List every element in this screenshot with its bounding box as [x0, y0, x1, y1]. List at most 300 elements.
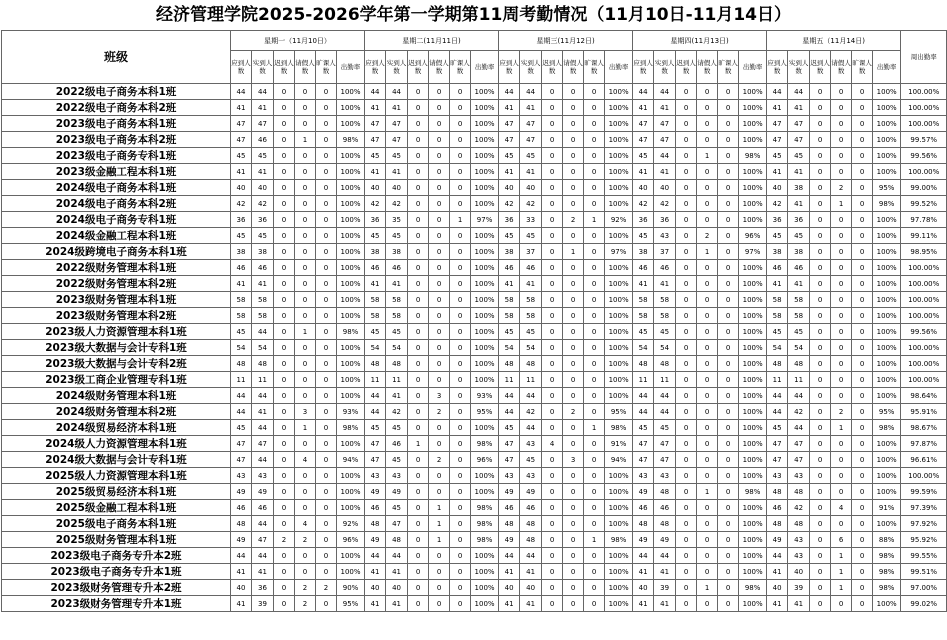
daily-rate-cell: 98%	[337, 132, 365, 148]
count-cell: 0	[316, 148, 337, 164]
count-cell: 43	[520, 436, 542, 452]
table-row	[2, 212, 947, 228]
daily-rate-cell: 92%	[605, 212, 633, 228]
count-cell: 0	[429, 164, 450, 180]
count-cell: 0	[316, 356, 337, 372]
count-cell: 0	[584, 276, 605, 292]
count-cell: 0	[563, 276, 584, 292]
count-cell: 58	[386, 292, 408, 308]
attendance-table	[1, 30, 947, 612]
count-cell: 0	[697, 500, 718, 516]
count-cell: 0	[852, 372, 873, 388]
daily-rate-cell: 100%	[739, 596, 767, 612]
count-cell: 0	[450, 452, 471, 468]
daily-rate-cell: 100%	[605, 164, 633, 180]
count-cell: 0	[831, 164, 852, 180]
page-title: 经济管理学院2025-2026学年第一学期第11周考勤情况（11月10日-11月14日）	[155, 5, 792, 25]
daily-rate-cell: 98%	[739, 148, 767, 164]
table-row	[2, 564, 947, 580]
count-cell: 0	[810, 164, 831, 180]
count-cell: 0	[450, 244, 471, 260]
count-cell: 47	[520, 116, 542, 132]
count-cell: 0	[295, 340, 316, 356]
daily-rate-cell: 100%	[471, 548, 499, 564]
count-cell: 36	[365, 212, 386, 228]
count-cell: 54	[654, 340, 676, 356]
daily-rate-cell: 100%	[471, 356, 499, 372]
count-cell: 0	[429, 148, 450, 164]
count-cell: 0	[274, 452, 295, 468]
table-row	[2, 292, 947, 308]
count-cell: 45	[365, 420, 386, 436]
sub-column-header: 应到人数	[767, 51, 788, 84]
count-cell: 0	[316, 244, 337, 260]
count-cell: 44	[767, 84, 788, 100]
count-cell: 0	[831, 132, 852, 148]
count-cell: 0	[450, 404, 471, 420]
count-cell: 44	[520, 84, 542, 100]
count-cell: 46	[252, 260, 274, 276]
count-cell: 0	[852, 164, 873, 180]
count-cell: 43	[767, 468, 788, 484]
count-cell: 0	[316, 516, 337, 532]
count-cell: 38	[767, 244, 788, 260]
sub-column-header: 请假人数	[831, 51, 852, 84]
count-cell: 48	[788, 484, 810, 500]
count-cell: 2	[295, 580, 316, 596]
count-cell: 0	[810, 500, 831, 516]
count-cell: 4	[831, 500, 852, 516]
week-rate-cell: 100.00%	[901, 356, 947, 372]
count-cell: 0	[429, 180, 450, 196]
class-name-cell: 2025级财务管理本科1班	[2, 532, 231, 548]
class-name-cell: 2024级人力资源管理本科1班	[2, 436, 231, 452]
count-cell: 0	[852, 84, 873, 100]
count-cell: 41	[520, 100, 542, 116]
daily-rate-cell: 100%	[337, 468, 365, 484]
daily-rate-cell: 98%	[471, 500, 499, 516]
sub-column-header: 应到人数	[499, 51, 520, 84]
count-cell: 0	[450, 372, 471, 388]
table-row	[2, 436, 947, 452]
count-cell: 1	[295, 132, 316, 148]
count-cell: 48	[365, 356, 386, 372]
count-cell: 58	[520, 292, 542, 308]
count-cell: 41	[231, 276, 252, 292]
daily-rate-cell: 100%	[471, 308, 499, 324]
count-cell: 0	[697, 180, 718, 196]
count-cell: 0	[542, 244, 563, 260]
daily-rate-cell: 100%	[337, 548, 365, 564]
week-rate-cell: 100.00%	[901, 468, 947, 484]
count-cell: 0	[429, 196, 450, 212]
count-cell: 0	[316, 484, 337, 500]
count-cell: 3	[295, 404, 316, 420]
count-cell: 0	[542, 532, 563, 548]
count-cell: 0	[676, 308, 697, 324]
count-cell: 0	[810, 244, 831, 260]
count-cell: 0	[676, 260, 697, 276]
count-cell: 49	[654, 532, 676, 548]
daily-rate-cell: 100%	[605, 148, 633, 164]
count-cell: 58	[654, 292, 676, 308]
count-cell: 0	[408, 516, 429, 532]
daily-rate-cell: 100%	[337, 308, 365, 324]
count-cell: 58	[654, 308, 676, 324]
sub-column-header: 旷课人数	[450, 51, 471, 84]
count-cell: 0	[563, 468, 584, 484]
count-cell: 44	[365, 84, 386, 100]
count-cell: 40	[633, 580, 654, 596]
daily-rate-cell: 100%	[471, 324, 499, 340]
daily-rate-cell: 95%	[605, 404, 633, 420]
count-cell: 40	[767, 180, 788, 196]
count-cell: 0	[563, 308, 584, 324]
count-cell: 0	[697, 388, 718, 404]
daily-rate-cell: 100%	[605, 260, 633, 276]
count-cell: 49	[767, 532, 788, 548]
count-cell: 0	[408, 260, 429, 276]
count-cell: 1	[429, 516, 450, 532]
count-cell: 43	[788, 548, 810, 564]
count-cell: 41	[788, 596, 810, 612]
daily-rate-cell: 100%	[739, 436, 767, 452]
daily-rate-cell: 100%	[739, 292, 767, 308]
count-cell: 0	[450, 420, 471, 436]
count-cell: 0	[718, 308, 739, 324]
count-cell: 0	[697, 276, 718, 292]
count-cell: 0	[676, 468, 697, 484]
class-name-cell: 2023级金融工程本科1班	[2, 164, 231, 180]
count-cell: 45	[499, 420, 520, 436]
count-cell: 0	[697, 340, 718, 356]
sub-column-header: 出勤率	[337, 51, 365, 84]
count-cell: 0	[408, 116, 429, 132]
count-cell: 0	[450, 180, 471, 196]
count-cell: 0	[429, 292, 450, 308]
count-cell: 0	[563, 564, 584, 580]
count-cell: 0	[563, 148, 584, 164]
sub-column-header: 请假人数	[563, 51, 584, 84]
count-cell: 0	[408, 228, 429, 244]
count-cell: 0	[408, 196, 429, 212]
count-cell: 0	[676, 420, 697, 436]
count-cell: 0	[274, 388, 295, 404]
count-cell: 0	[316, 260, 337, 276]
count-cell: 0	[295, 500, 316, 516]
count-cell: 0	[295, 276, 316, 292]
count-cell: 49	[520, 484, 542, 500]
sub-column-header: 实到人数	[788, 51, 810, 84]
count-cell: 0	[429, 276, 450, 292]
count-cell: 0	[852, 148, 873, 164]
sub-column-header: 实到人数	[252, 51, 274, 84]
count-cell: 48	[654, 516, 676, 532]
count-cell: 44	[252, 324, 274, 340]
daily-rate-cell: 100%	[605, 324, 633, 340]
count-cell: 0	[450, 100, 471, 116]
count-cell: 38	[231, 244, 252, 260]
count-cell: 41	[654, 564, 676, 580]
count-cell: 0	[676, 116, 697, 132]
count-cell: 1	[831, 580, 852, 596]
daily-rate-cell: 100%	[739, 164, 767, 180]
count-cell: 0	[831, 276, 852, 292]
count-cell: 0	[831, 596, 852, 612]
count-cell: 42	[767, 196, 788, 212]
count-cell: 0	[697, 532, 718, 548]
count-cell: 0	[676, 452, 697, 468]
week-rate-cell: 100.00%	[901, 116, 947, 132]
count-cell: 0	[718, 244, 739, 260]
count-cell: 0	[697, 356, 718, 372]
count-cell: 0	[718, 276, 739, 292]
count-cell: 45	[788, 148, 810, 164]
table-row	[2, 260, 947, 276]
count-cell: 44	[520, 420, 542, 436]
count-cell: 45	[231, 228, 252, 244]
count-cell: 0	[274, 116, 295, 132]
count-cell: 41	[365, 100, 386, 116]
week-rate-cell: 99.55%	[901, 548, 947, 564]
count-cell: 0	[450, 468, 471, 484]
count-cell: 38	[365, 244, 386, 260]
count-cell: 0	[542, 356, 563, 372]
daily-rate-cell: 100%	[739, 420, 767, 436]
count-cell: 36	[499, 212, 520, 228]
count-cell: 48	[365, 516, 386, 532]
count-cell: 0	[450, 436, 471, 452]
count-cell: 0	[542, 180, 563, 196]
count-cell: 0	[274, 564, 295, 580]
daily-rate-cell: 100%	[337, 100, 365, 116]
table-row	[2, 116, 947, 132]
class-name-cell: 2024级金融工程本科1班	[2, 228, 231, 244]
table-row	[2, 276, 947, 292]
count-cell: 49	[499, 484, 520, 500]
count-cell: 0	[542, 516, 563, 532]
count-cell: 0	[316, 548, 337, 564]
count-cell: 0	[810, 516, 831, 532]
count-cell: 45	[499, 148, 520, 164]
count-cell: 49	[365, 532, 386, 548]
count-cell: 48	[520, 356, 542, 372]
week-rate-cell: 97.39%	[901, 500, 947, 516]
week-rate-cell: 99.59%	[901, 484, 947, 500]
count-cell: 44	[252, 420, 274, 436]
count-cell: 2	[563, 212, 584, 228]
week-rate-cell: 100.00%	[901, 292, 947, 308]
count-cell: 0	[316, 404, 337, 420]
daily-rate-cell: 96%	[471, 452, 499, 468]
count-cell: 0	[450, 116, 471, 132]
daily-rate-cell: 100%	[337, 84, 365, 100]
count-cell: 0	[810, 596, 831, 612]
class-name-cell: 2025级贸易经济本科1班	[2, 484, 231, 500]
count-cell: 58	[231, 308, 252, 324]
daily-rate-cell: 88%	[873, 532, 901, 548]
count-cell: 41	[767, 100, 788, 116]
week-rate-cell: 100.00%	[901, 308, 947, 324]
count-cell: 0	[542, 164, 563, 180]
count-cell: 45	[252, 228, 274, 244]
count-cell: 0	[429, 100, 450, 116]
daily-rate-cell: 100%	[471, 196, 499, 212]
count-cell: 43	[788, 468, 810, 484]
count-cell: 0	[810, 308, 831, 324]
count-cell: 46	[252, 132, 274, 148]
daily-rate-cell: 100%	[605, 116, 633, 132]
daily-rate-cell: 100%	[337, 292, 365, 308]
count-cell: 0	[542, 84, 563, 100]
class-name-cell: 2025级人力资源管理本科1班	[2, 468, 231, 484]
sub-column-header: 迟到人数	[542, 51, 563, 84]
count-cell: 0	[429, 564, 450, 580]
count-cell: 47	[788, 116, 810, 132]
count-cell: 36	[788, 212, 810, 228]
daily-rate-cell: 100%	[471, 148, 499, 164]
week-rate-cell: 99.51%	[901, 564, 947, 580]
count-cell: 47	[788, 452, 810, 468]
table-row	[2, 484, 947, 500]
count-cell: 0	[450, 324, 471, 340]
daily-rate-cell: 98%	[739, 580, 767, 596]
count-cell: 0	[852, 212, 873, 228]
daily-rate-cell: 100%	[337, 276, 365, 292]
daily-rate-cell: 100%	[739, 516, 767, 532]
count-cell: 0	[316, 500, 337, 516]
count-cell: 0	[676, 292, 697, 308]
count-cell: 0	[450, 276, 471, 292]
count-cell: 0	[450, 260, 471, 276]
count-cell: 54	[788, 340, 810, 356]
count-cell: 0	[563, 516, 584, 532]
count-cell: 45	[767, 324, 788, 340]
count-cell: 0	[295, 260, 316, 276]
count-cell: 48	[252, 356, 274, 372]
count-cell: 44	[499, 388, 520, 404]
count-cell: 0	[542, 132, 563, 148]
daily-rate-cell: 100%	[873, 340, 901, 356]
count-cell: 2	[316, 580, 337, 596]
count-cell: 0	[810, 580, 831, 596]
count-cell: 47	[252, 116, 274, 132]
daily-rate-cell: 100%	[471, 260, 499, 276]
count-cell: 0	[295, 292, 316, 308]
daily-rate-cell: 100%	[471, 84, 499, 100]
count-cell: 0	[852, 468, 873, 484]
count-cell: 0	[316, 596, 337, 612]
class-name-cell: 2023级人力资源管理本科1班	[2, 324, 231, 340]
count-cell: 0	[274, 132, 295, 148]
count-cell: 0	[429, 244, 450, 260]
count-cell: 0	[542, 212, 563, 228]
count-cell: 41	[788, 196, 810, 212]
count-cell: 0	[831, 324, 852, 340]
count-cell: 2	[831, 180, 852, 196]
count-cell: 41	[654, 100, 676, 116]
count-cell: 0	[450, 308, 471, 324]
count-cell: 40	[386, 180, 408, 196]
count-cell: 41	[499, 564, 520, 580]
count-cell: 0	[295, 228, 316, 244]
count-cell: 0	[676, 356, 697, 372]
count-cell: 47	[252, 436, 274, 452]
count-cell: 0	[718, 548, 739, 564]
count-cell: 40	[365, 580, 386, 596]
table-row	[2, 596, 947, 612]
count-cell: 36	[252, 212, 274, 228]
count-cell: 49	[252, 484, 274, 500]
daily-rate-cell: 98%	[873, 420, 901, 436]
count-cell: 0	[563, 356, 584, 372]
count-cell: 0	[697, 84, 718, 100]
count-cell: 49	[231, 532, 252, 548]
count-cell: 45	[633, 420, 654, 436]
class-name-cell: 2023级财务管理本科1班	[2, 292, 231, 308]
sub-column-header: 旷课人数	[584, 51, 605, 84]
daily-rate-cell: 100%	[605, 276, 633, 292]
count-cell: 0	[676, 84, 697, 100]
count-cell: 0	[718, 580, 739, 596]
count-cell: 0	[295, 244, 316, 260]
count-cell: 0	[831, 484, 852, 500]
count-cell: 0	[697, 516, 718, 532]
count-cell: 0	[563, 292, 584, 308]
count-cell: 0	[429, 260, 450, 276]
day-header: 星期三(11月12日)	[499, 31, 633, 51]
class-name-cell: 2022级财务管理本科1班	[2, 260, 231, 276]
daily-rate-cell: 98%	[873, 580, 901, 596]
count-cell: 38	[386, 244, 408, 260]
count-cell: 46	[767, 500, 788, 516]
count-cell: 47	[520, 132, 542, 148]
count-cell: 0	[450, 564, 471, 580]
count-cell: 0	[831, 308, 852, 324]
count-cell: 0	[852, 596, 873, 612]
count-cell: 0	[584, 308, 605, 324]
daily-rate-cell: 96%	[337, 532, 365, 548]
count-cell: 44	[252, 548, 274, 564]
count-cell: 0	[810, 436, 831, 452]
count-cell: 0	[429, 436, 450, 452]
count-cell: 0	[852, 580, 873, 596]
count-cell: 0	[295, 196, 316, 212]
class-name-cell: 2022级财务管理本科2班	[2, 276, 231, 292]
count-cell: 0	[810, 212, 831, 228]
count-cell: 41	[252, 404, 274, 420]
count-cell: 0	[542, 596, 563, 612]
daily-rate-cell: 100%	[739, 260, 767, 276]
count-cell: 0	[584, 596, 605, 612]
sub-column-header: 应到人数	[633, 51, 654, 84]
count-cell: 0	[676, 228, 697, 244]
count-cell: 33	[520, 212, 542, 228]
count-cell: 0	[697, 420, 718, 436]
count-cell: 0	[676, 196, 697, 212]
count-cell: 0	[274, 212, 295, 228]
count-cell: 44	[252, 516, 274, 532]
sub-column-header: 出勤率	[471, 51, 499, 84]
count-cell: 0	[450, 388, 471, 404]
table-row	[2, 580, 947, 596]
count-cell: 0	[274, 596, 295, 612]
count-cell: 44	[252, 452, 274, 468]
count-cell: 0	[316, 452, 337, 468]
count-cell: 54	[231, 340, 252, 356]
count-cell: 0	[408, 324, 429, 340]
count-cell: 49	[633, 532, 654, 548]
